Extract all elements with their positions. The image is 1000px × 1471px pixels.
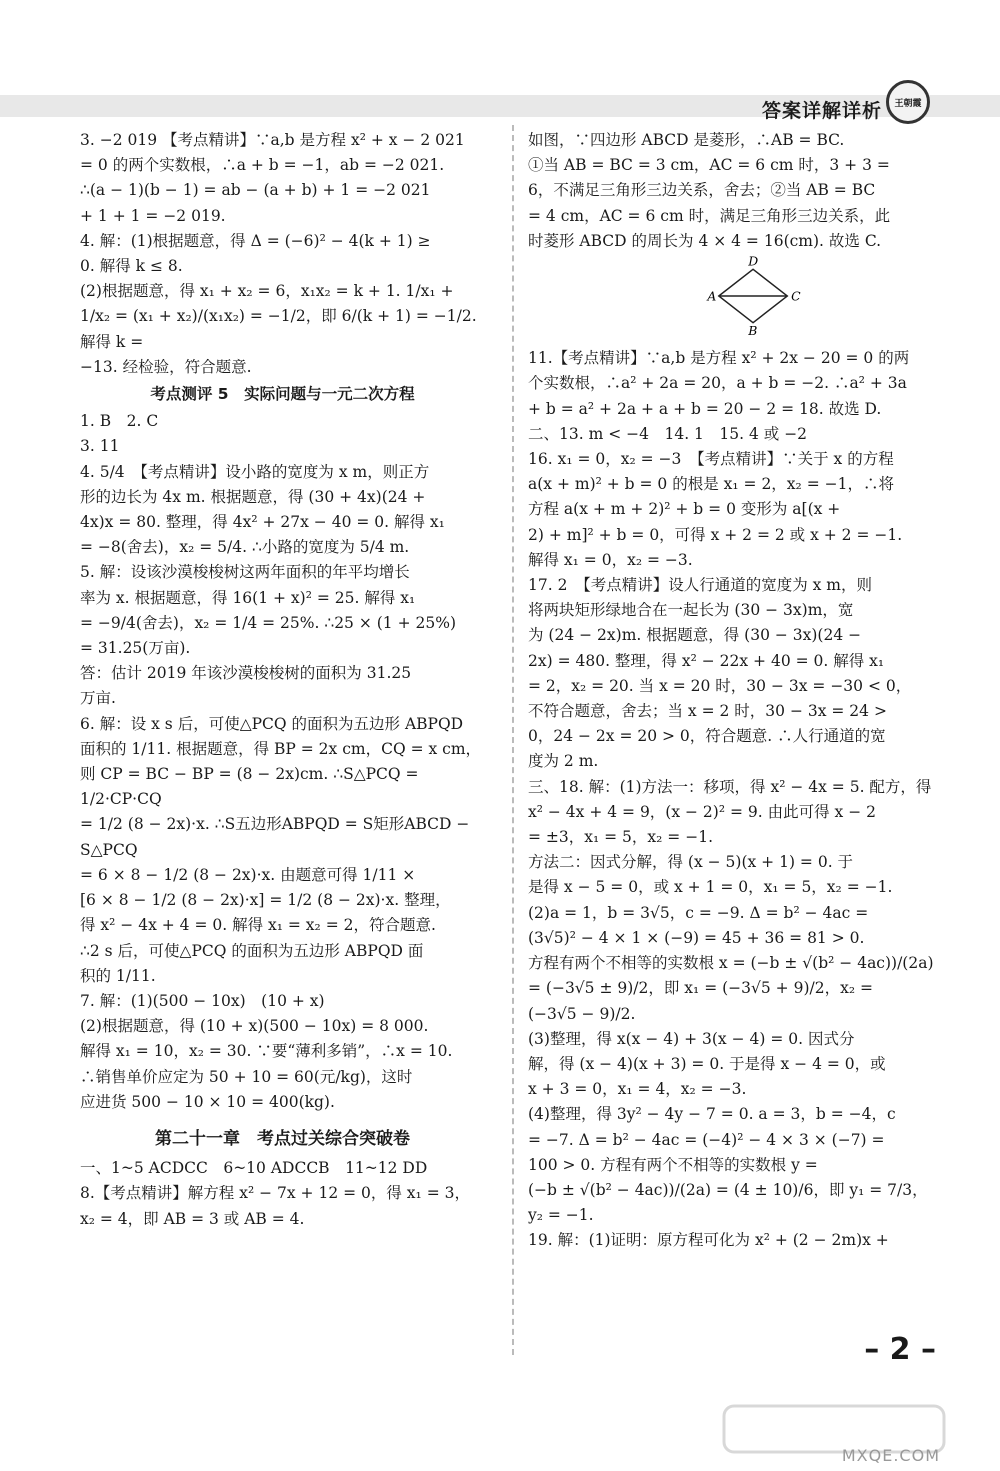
text-line: (−3√5 − 9)/2. xyxy=(528,1004,636,1023)
text-line: ∴2 s 后，可使△PCQ 的面积为五边形 ABPQD 面 xyxy=(80,941,424,960)
text-line: 4. 5/4 【考点精讲】设小路的宽度为 x m，则正方 xyxy=(80,462,430,481)
text-line: 3. −2 019 【考点精讲】∵a,b 是方程 x² + x − 2 021 xyxy=(80,131,465,149)
chapter-heading: 第二十一章 考点过关综合突破卷 xyxy=(155,1128,410,1149)
text-line: = 2，x₂ = 20. 当 x = 20 时，30 − 3x = −30 < 0， xyxy=(528,676,912,695)
logo-seal xyxy=(886,80,930,124)
text-line: 4x)x = 80. 整理，得 4x² + 27x − 40 = 0. 解得 x₁ xyxy=(80,513,445,532)
text-line: 度为 2 m. xyxy=(528,752,599,771)
header-title: 答案详解详析 xyxy=(761,100,882,122)
label-d: D xyxy=(748,256,759,269)
text-line: 11.【考点精讲】∵a,b 是方程 x² + 2x − 20 = 0 的两 xyxy=(528,349,910,368)
right-column xyxy=(528,128,940,1254)
text-line: [6 × 8 − 1/2 (8 − 2x)·x] = 1/2 (8 − 2x)·x. 整理， xyxy=(80,891,451,910)
text-line: ①当 AB = BC = 3 cm，AC = 6 cm 时，3 + 3 = xyxy=(528,156,890,175)
text-line: 个实数根，∴a² + 2a = 20，a + b = −2. ∴a² + 3a xyxy=(528,374,907,393)
text-line: 为 (24 − 2x)m. 根据题意，得 (30 − 3x)(24 − xyxy=(528,626,862,645)
text-line: 三、18. 解：(1)方法一：移项，得 x² − 4x = 5. 配方，得 xyxy=(528,777,932,796)
text-line: 0，24 − 2x = 20 > 0，符合题意. ∴人行通道的宽 xyxy=(528,727,886,746)
text-line: x + 3 = 0，x₁ = 4，x₂ = −3. xyxy=(528,1080,747,1099)
text-line: 7. 解：(1)(500 − 10x) (10 + x) xyxy=(80,991,325,1010)
text-line: 如图，∵四边形 ABCD 是菱形，∴AB = BC. xyxy=(528,131,845,149)
watermark-url: MXQE.COM xyxy=(841,1446,940,1465)
text-line: 应进货 500 − 10 × 10 = 400(kg). xyxy=(80,1092,335,1111)
text-line: 积的 1/11. xyxy=(80,966,156,985)
text-line: 1/x₂ = (x₁ + x₂)/(x₁x₂) = −1/2，即 6/(k + 1) = −1/2. 解得 k = xyxy=(80,307,477,351)
text-line: 方法二：因式分解，得 (x − 5)(x + 1) = 0. 于 xyxy=(528,853,854,872)
text-line: 则 CP = BC − BP = (8 − 2x)cm. ∴S△PCQ = 1/2·CP·CQ xyxy=(80,765,419,809)
text-line: 方程 a(x + m + 2)² + b = 0 变形为 a[(x + xyxy=(528,500,841,519)
text-line: = ±3，x₁ = 5，x₂ = −1. xyxy=(528,828,713,847)
text-line: ∴(a − 1)(b − 1) = ab − (a + b) + 1 = −2 021 xyxy=(80,181,431,200)
text-line: 将两块矩形绿地合在一起长为 (30 − 3x)m，宽 xyxy=(528,601,854,620)
text-line: 6，不满足三角形三边关系，舍去；②当 AB = BC xyxy=(528,181,876,200)
label-c: C xyxy=(791,289,801,304)
text-line: = 6 × 8 − 1/2 (8 − 2x)·x. 由题意可得 1/11 × xyxy=(80,865,416,884)
text-line: x² − 4x + 4 = 9，(x − 2)² = 9. 由此可得 x − 2 xyxy=(528,802,876,821)
text-line: 6. 解：设 x s 后，可使△PCQ 的面积为五边形 ABPQD xyxy=(80,714,464,733)
text-line: x₂ = 4，即 AB = 3 或 AB = 4. xyxy=(80,1209,305,1228)
text-line: −13. 经检验，符合题意. xyxy=(80,357,252,376)
text-line: 0. 解得 k ≤ 8. xyxy=(80,257,183,276)
text-line: + 1 + 1 = −2 019. xyxy=(80,206,226,225)
text-line: 答：估计 2019 年该沙漠梭梭树的面积为 31.25 xyxy=(80,664,412,683)
text-line: 面积的 1/11. 根据题意，得 BP = 2x cm，CQ = x cm， xyxy=(80,739,482,758)
text-line: (3√5)² − 4 × 1 × (−9) = 45 + 36 = 81 > 0. xyxy=(528,928,865,947)
text-line: = (−3√5 ± 9)/2，即 x₁ = (−3√5 + 9)/2，x₂ = xyxy=(528,979,873,998)
text-line: = −8(舍去)，x₂ = 5/4. ∴小路的宽度为 5/4 m. xyxy=(80,538,410,557)
text-line: 解得 x₁ = 10，x₂ = 30. ∵要“薄利多销”，∴x = 10. xyxy=(80,1042,453,1061)
text-line: a(x + m)² + b = 0 的根是 x₁ = 2，x₂ = −1，∴将 xyxy=(528,475,894,494)
text-line: 5. 解：设该沙漠梭梭树这两年面积的年平均增长 xyxy=(80,563,410,582)
text-line: 100 > 0. 方程有两个不相等的实数根 y = xyxy=(528,1155,818,1174)
text-line: 解，得 (x − 4)(x + 3) = 0. 于是得 x − 4 = 0，或 xyxy=(528,1054,886,1073)
text-line: ∴销售单价应定为 50 + 10 = 60(元/kg)，这时 xyxy=(80,1067,413,1086)
text-line: 解得 x₁ = 0，x₂ = −3. xyxy=(528,550,693,569)
text-line: 万亩. xyxy=(80,689,116,708)
text-line: 2x) = 480. 整理，得 x² − 22x + 40 = 0. 解得 x₁ xyxy=(528,651,885,670)
text-line: 不符合题意，舍去；当 x = 2 时，30 − 3x = 24 > xyxy=(528,702,887,721)
text-line: 二、13. m < −4 14. 1 15. 4 或 −2 xyxy=(528,424,808,443)
text-line: 4. 解：(1)根据题意，得 Δ = (−6)² − 4(k + 1) ≥ xyxy=(80,231,431,250)
text-line: (−b ± √(b² − 4ac))/(2a) = (4 ± 10)/6，即 y₁ = 7/3，y₂ = −1. xyxy=(528,1180,928,1225)
page-number: – 2 – xyxy=(864,1332,936,1367)
text-line: 19. 解：(1)证明：原方程可化为 x² + (2 − 2m)x + xyxy=(528,1231,889,1250)
text-line: 率为 x. 根据题意，得 16(1 + x)² = 25. 解得 x₁ xyxy=(80,588,416,607)
section-heading: 考点测评 5 实际问题与一元二次方程 xyxy=(150,385,415,404)
label-a: A xyxy=(707,289,717,304)
text-line: = −9/4(舍去)，x₂ = 1/4 = 25%. ∴25 × (1 + 25%) xyxy=(80,613,457,632)
text-line: 8.【考点精讲】解方程 x² − 7x + 12 = 0，得 x₁ = 3， xyxy=(80,1184,470,1203)
text-line: 2) + m]² + b = 0，可得 x + 2 = 2 或 x + 2 = −1. xyxy=(528,525,903,544)
text-line: + b = a² + 2a + a + b = 20 − 2 = 18. 故选 D. xyxy=(528,399,882,418)
text-line: (2)根据题意，得 x₁ + x₂ = 6，x₁x₂ = k + 1. 1/x₁ + xyxy=(80,282,454,301)
column-divider xyxy=(512,125,514,1355)
text-line: = −7. Δ = b² − 4ac = (−4)² − 4 × 3 × (−7) = xyxy=(528,1130,885,1149)
text-line: 得 x² − 4x + 4 = 0. 解得 x₁ = x₂ = 2，符合题意. xyxy=(80,916,436,935)
rhombus-figure xyxy=(528,256,940,336)
text-line: 方程有两个不相等的实数根 x = (−b ± √(b² − 4ac))/(2a) xyxy=(528,954,934,973)
text-line: (2)根据题意，得 (10 + x)(500 − 10x) = 8 000. xyxy=(80,1017,429,1036)
text-line: 是得 x − 5 = 0，或 x + 1 = 0，x₁ = 5，x₂ = −1. xyxy=(528,878,893,897)
left-column xyxy=(80,128,485,1232)
text-line: 3. 11 xyxy=(80,437,120,456)
text-line: 16. x₁ = 0，x₂ = −3 【考点精讲】∵关于 x 的方程 xyxy=(528,450,894,469)
text-line: (4)整理，得 3y² − 4y − 7 = 0. a = 3，b = −4，c xyxy=(528,1105,896,1124)
text-line: 一、1~5 ACDCC 6~10 ADCCB 11~12 DD xyxy=(80,1159,428,1178)
text-line: = 1/2 (8 − 2x)·x. ∴S五边形ABPQD = S矩形ABCD − S△PCQ xyxy=(80,815,470,859)
text-line: (2)a = 1，b = 3√5，c = −9. Δ = b² − 4ac = xyxy=(528,903,869,922)
text-line: = 4 cm，AC = 6 cm 时，满足三角形三边关系，此 xyxy=(528,206,891,225)
text-line: = 31.25(万亩). xyxy=(80,639,191,658)
text-line: = 0 的两个实数根，∴a + b = −1，ab = −2 021. xyxy=(80,156,445,175)
text-line: 17. 2 【考点精讲】设人行通道的宽度为 x m，则 xyxy=(528,576,872,595)
text-line: (3)整理，得 x(x − 4) + 3(x − 4) = 0. 因式分 xyxy=(528,1029,855,1048)
label-b: B xyxy=(748,324,758,337)
logo-text: 王朝霞 xyxy=(894,98,922,109)
text-line: 时菱形 ABCD 的周长为 4 × 4 = 16(cm). 故选 C. xyxy=(528,231,882,250)
text-line: 形的边长为 4x m. 根据题意，得 (30 + 4x)(24 + xyxy=(80,487,426,506)
text-line: 1. B 2. C xyxy=(80,412,159,431)
